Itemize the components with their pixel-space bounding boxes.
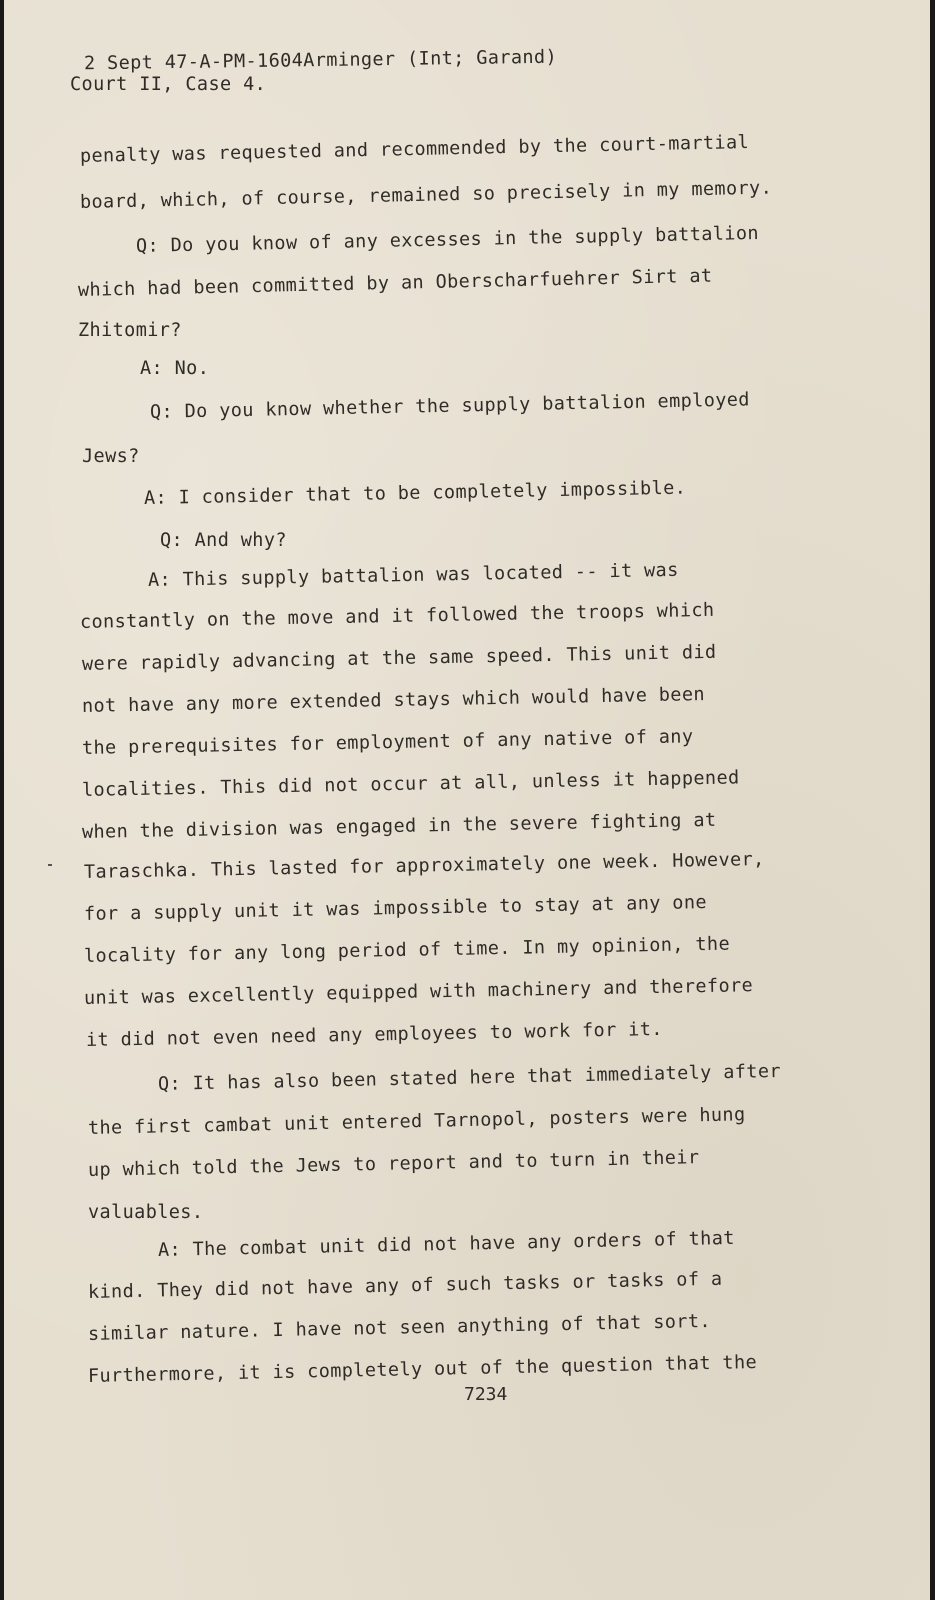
body-line: A: No. — [140, 358, 210, 379]
body-line: Q: It has also been stated here that immediately after — [157, 1060, 782, 1095]
body-line: the prerequisites for employment of any native of any — [81, 726, 694, 759]
body-line: A: I consider that to be completely impossible. — [143, 477, 687, 509]
body-line: board, which, of course, remained so precisely in my memory. — [79, 177, 773, 213]
body-line: A: The combat unit did not have any orders of that — [157, 1227, 735, 1261]
document-page — [4, 0, 930, 1600]
body-line: which had been committed by an Oberscharfuehrer Sirt at — [77, 265, 713, 301]
body-line: kind. They did not have any of such tasks or tasks of a — [87, 1268, 723, 1303]
body-line: Jews? — [82, 446, 140, 467]
body-line: Furthermore, it is completely out of the question that the — [87, 1351, 758, 1387]
body-line: similar nature. I have not seen anything of that sort. — [87, 1310, 712, 1345]
body-line: up which told the Jews to report and to turn in their — [87, 1147, 700, 1181]
body-line: when the division was engaged in the severe fighting at — [81, 809, 717, 843]
margin-mark — [48, 864, 52, 866]
body-line: Q: Do you know whether the supply battalion employed — [149, 389, 751, 423]
body-line: the first cambat unit entered Tarnopol, posters were hung — [87, 1104, 746, 1139]
body-line: unit was excellently equipped with machinery and therefore — [83, 975, 754, 1009]
body-line: Q: And why? — [160, 530, 287, 551]
body-line: penalty was requested and recommended by the court-martial — [79, 131, 750, 167]
body-line: constantly on the move and it followed the troops which — [79, 599, 715, 633]
body-line: Q: Do you know of any excesses in the supply battalion — [135, 222, 760, 257]
header-line-1: 2 Sept 47-A-PM-1604Arminger (Int; Garand) — [83, 46, 558, 75]
body-line: were rapidly advancing at the same speed. This unit did — [81, 641, 717, 675]
body-line: Zhitomir? — [78, 320, 182, 341]
body-line: locality for any long period of time. In my opinion, the — [83, 933, 731, 967]
body-line: A: This supply battalion was located -- it was — [147, 559, 679, 591]
page-number: 7234 — [464, 1384, 508, 1405]
body-line: not have any more extended stays which would have been — [81, 684, 706, 717]
body-line: Taraschka. This lasted for approximately one week. However, — [83, 848, 765, 883]
body-line: it did not even need any employees to work for it. — [85, 1018, 664, 1051]
body-line: localities. This did not occur at all, unless it happened — [81, 767, 740, 801]
body-line: valuables. — [88, 1202, 204, 1223]
header-line-2: Court II, Case 4. — [70, 74, 267, 95]
body-line: for a supply unit it was impossible to stay at any one — [83, 892, 708, 925]
